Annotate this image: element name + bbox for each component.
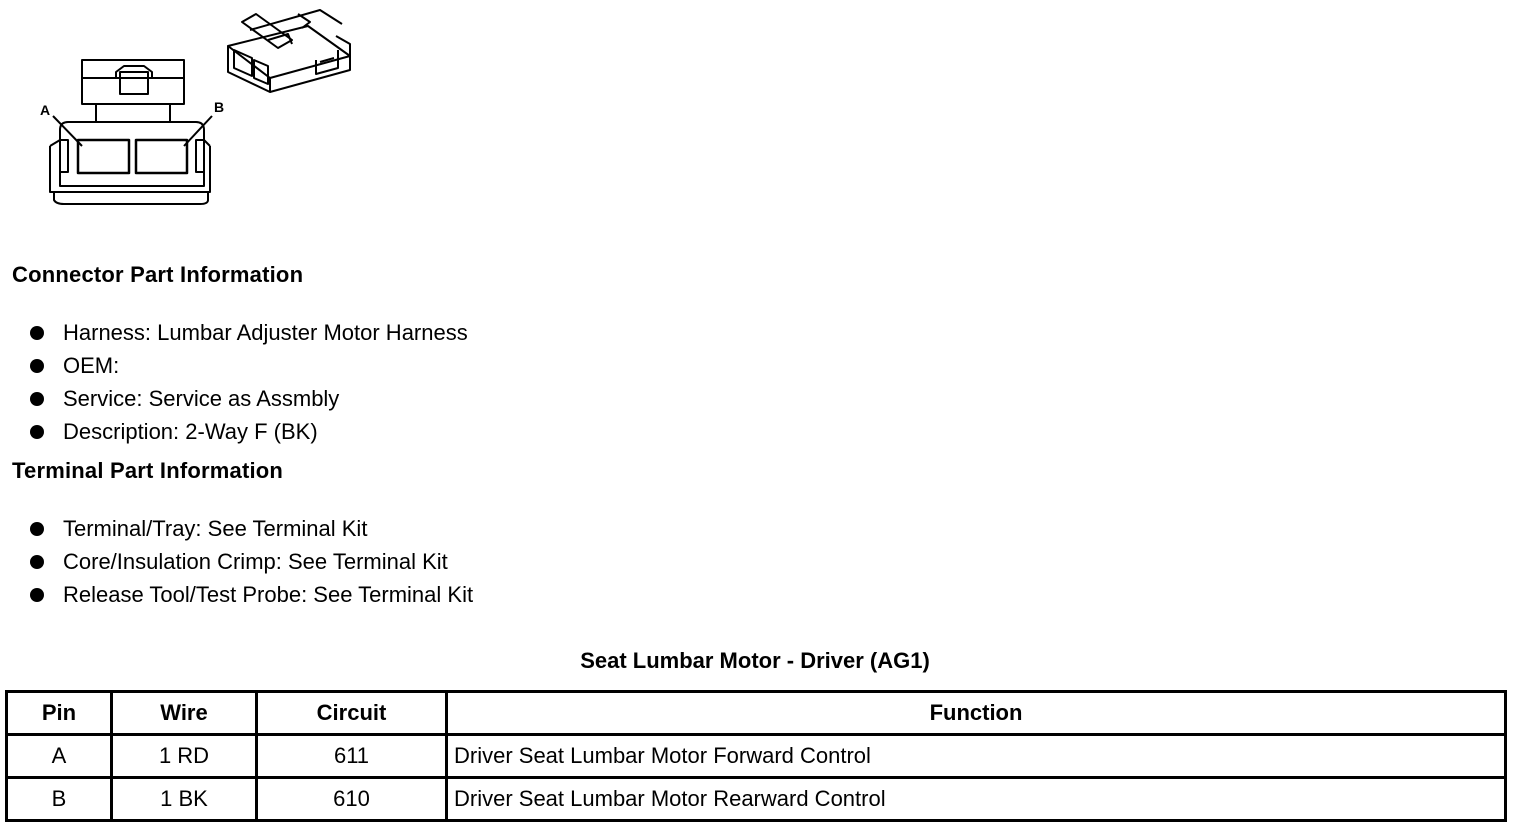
list-item-text: Core/Insulation Crimp: See Terminal Kit: [63, 548, 448, 574]
cell-function: Driver Seat Lumbar Motor Forward Control: [447, 735, 1506, 778]
bullet-icon: [30, 392, 44, 406]
list-item: [28, 512, 473, 545]
pinout-table: [5, 690, 1507, 822]
pinout-table-title: Seat Lumbar Motor - Driver (AG1): [580, 648, 930, 673]
header-wire: Wire: [112, 692, 257, 735]
connector-part-info-list: [28, 316, 468, 448]
list-item: [28, 578, 473, 611]
connector-isometric-view: [228, 10, 350, 92]
pin-label-b: B: [214, 99, 225, 115]
cell-circuit: 610: [257, 778, 447, 821]
bullet-icon: [30, 326, 44, 340]
header-pin: Pin: [7, 692, 112, 735]
list-item: [28, 349, 468, 382]
list-item-text: Terminal/Tray: See Terminal Kit: [63, 515, 368, 541]
bullet-icon: [30, 359, 44, 373]
bullet-icon: [30, 588, 44, 602]
pin-label-a: A: [40, 102, 51, 118]
header-function: Function: [447, 692, 1506, 735]
list-item: [28, 382, 468, 415]
connector-face-view: [50, 60, 212, 204]
header-circuit: Circuit: [257, 692, 447, 735]
terminal-part-info-heading: Terminal Part Information: [12, 458, 284, 483]
connector-diagram: [20, 0, 380, 215]
table-row: [7, 778, 1506, 821]
list-item-text: Description: 2-Way F (BK): [63, 418, 318, 444]
table-row: [7, 735, 1506, 778]
list-item-text: OEM:: [63, 352, 120, 378]
connector-part-info-heading: Connector Part Information: [12, 262, 304, 287]
bullet-icon: [30, 425, 44, 439]
list-item: [28, 545, 473, 578]
cell-wire: 1 BK: [112, 778, 257, 821]
list-item-text: Service: Service as Assmbly: [63, 385, 340, 411]
cell-pin: A: [7, 735, 112, 778]
list-item: [28, 316, 468, 349]
cell-wire: 1 RD: [112, 735, 257, 778]
bullet-icon: [30, 555, 44, 569]
list-item: [28, 415, 468, 448]
list-item-text: Release Tool/Test Probe: See Terminal Kit: [63, 581, 474, 607]
bullet-icon: [30, 522, 44, 536]
table-header-row: [7, 692, 1506, 735]
list-item-text: Harness: Lumbar Adjuster Motor Harness: [63, 319, 468, 345]
terminal-part-info-list: [28, 512, 473, 611]
cell-function: Driver Seat Lumbar Motor Rearward Control: [447, 778, 1506, 821]
cell-circuit: 611: [257, 735, 447, 778]
cell-pin: B: [7, 778, 112, 821]
